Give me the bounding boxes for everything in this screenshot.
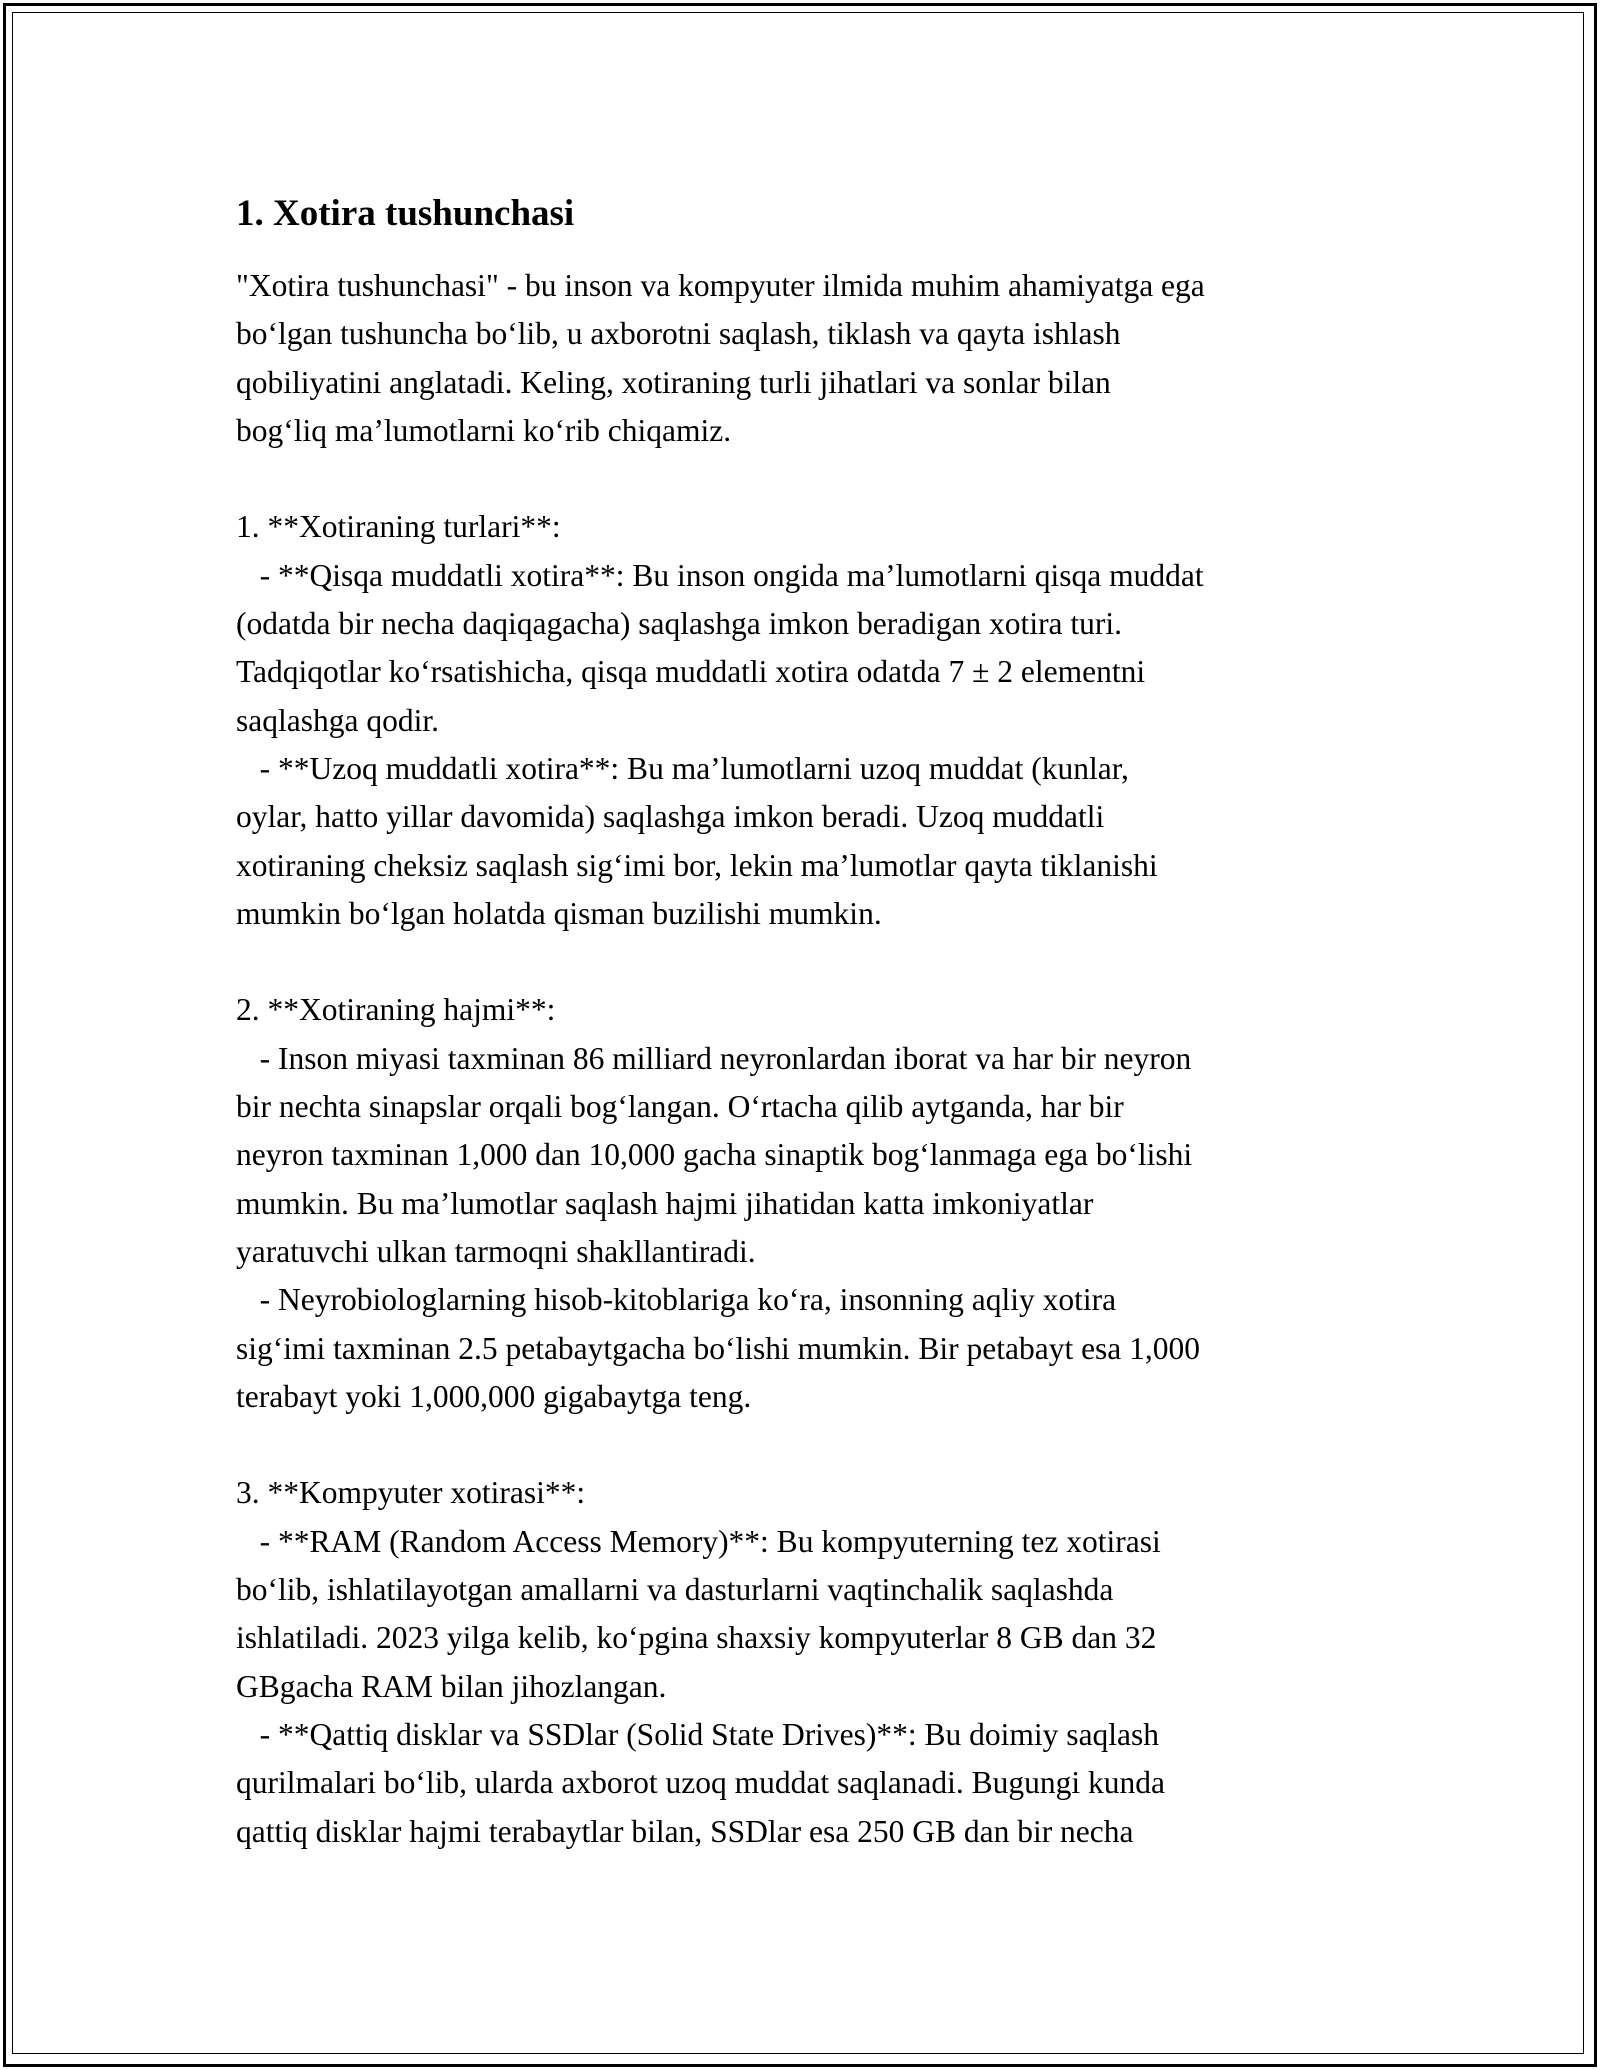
blank-line — [236, 1421, 1376, 1469]
text-line: terabayt yoki 1,000,000 gigabaytga teng. — [236, 1378, 752, 1414]
text-line: sig‘imi taxminan 2.5 petabaytgacha bo‘lishi mumkin. Bir petabayt esa 1,000 — [236, 1330, 1201, 1366]
text-line: neyron taxminan 1,000 dan 10,000 gacha sinaptik bog‘lanmaga ega bo‘lishi — [236, 1137, 1193, 1173]
text-line: - **Qattiq disklar va SSDlar (Solid State Drives)**: Bu doimiy saqlash — [236, 1716, 1160, 1752]
text-line: - **Uzoq muddatli xotira**: Bu ma’lumotlarni uzoq muddat (kunlar, — [236, 750, 1129, 786]
text-line: saqlashga qodir. — [236, 702, 439, 738]
text-line: (odatda bir necha daqiqagacha) saqlashga imkon beradigan xotira turi. — [236, 606, 1123, 642]
text-line: - **RAM (Random Access Memory)**: Bu kompyuterning tez xotirasi — [236, 1523, 1161, 1559]
text-line: bog‘liq ma’lumotlarni ko‘rib chiqamiz. — [236, 412, 732, 448]
text-line: GBgacha RAM bilan jihozlangan. — [236, 1668, 667, 1704]
text-line: "Xotira tushunchasi" - bu inson va kompyuter ilmida muhim ahamiyatga ega — [236, 268, 1205, 303]
text-line: Tadqiqotlar ko‘rsatishicha, qisqa muddatli xotira odatda 7 ± 2 elementni — [236, 654, 1146, 690]
text-line: xotiraning cheksiz saqlash sig‘imi bor, lekin ma’lumotlar qayta tiklanishi — [236, 847, 1158, 883]
text-line: bo‘lib, ishlatilayotgan amallarni va dasturlarni vaqtinchalik saqlashda — [236, 1572, 1114, 1608]
text-line: yaratuvchi ulkan tarmoqni shakllantiradi. — [236, 1233, 756, 1269]
text-line: - **Qisqa muddatli xotira**: Bu inson ongida ma’lumotlarni qisqa muddat — [236, 557, 1204, 593]
blank-line — [236, 938, 1376, 986]
section-heading: 1. Xotira tushunchasi — [236, 193, 575, 234]
text-line: - Neyrobiologlarning hisob-kitoblariga ko‘ra, insonning aqliy xotira — [236, 1282, 1117, 1318]
text-line: 2. **Xotiraning hajmi**: — [236, 992, 556, 1028]
text-line: qattiq disklar hajmi terabaytlar bilan, SSDlar esa 250 GB dan bir necha — [236, 1813, 1134, 1849]
text-line: bir nechta sinapslar orqali bog‘langan. O‘rtacha qilib aytganda, har bir — [236, 1089, 1124, 1125]
text-line: 3. **Kompyuter xotirasi**: — [236, 1475, 586, 1511]
text-line: oylar, hatto yillar davomida) saqlashga imkon beradi. Uzoq muddatli — [236, 799, 1105, 835]
text-line: mumkin bo‘lgan holatda qisman buzilishi mumkin. — [236, 895, 882, 931]
text-line: qurilmalari bo‘lib, ularda axborot uzoq muddat saqlanadi. Bugungi kunda — [236, 1765, 1166, 1801]
text-line: bo‘lgan tushuncha bo‘lib, u axborotni saqlash, tiklash va qayta ishlash — [236, 316, 1121, 352]
document-body — [236, 190, 1376, 1856]
text-line: - Inson miyasi taxminan 86 milliard neyronlardan iborat va har bir neyron — [236, 1040, 1192, 1076]
paragraph-block — [236, 262, 1376, 1856]
text-line: qobiliyatini anglatadi. Keling, xotiraning turli jihatlari va sonlar bilan — [236, 364, 1111, 400]
text-line: 1. **Xotiraning turlari**: — [236, 509, 561, 545]
text-line: ishlatiladi. 2023 yilga kelib, ko‘pgina shaxsiy kompyuterlar 8 GB dan 32 — [236, 1620, 1157, 1656]
blank-line — [236, 455, 1376, 503]
text-line: mumkin. Bu ma’lumotlar saqlash hajmi jihatidan katta imkoniyatlar — [236, 1185, 1094, 1221]
